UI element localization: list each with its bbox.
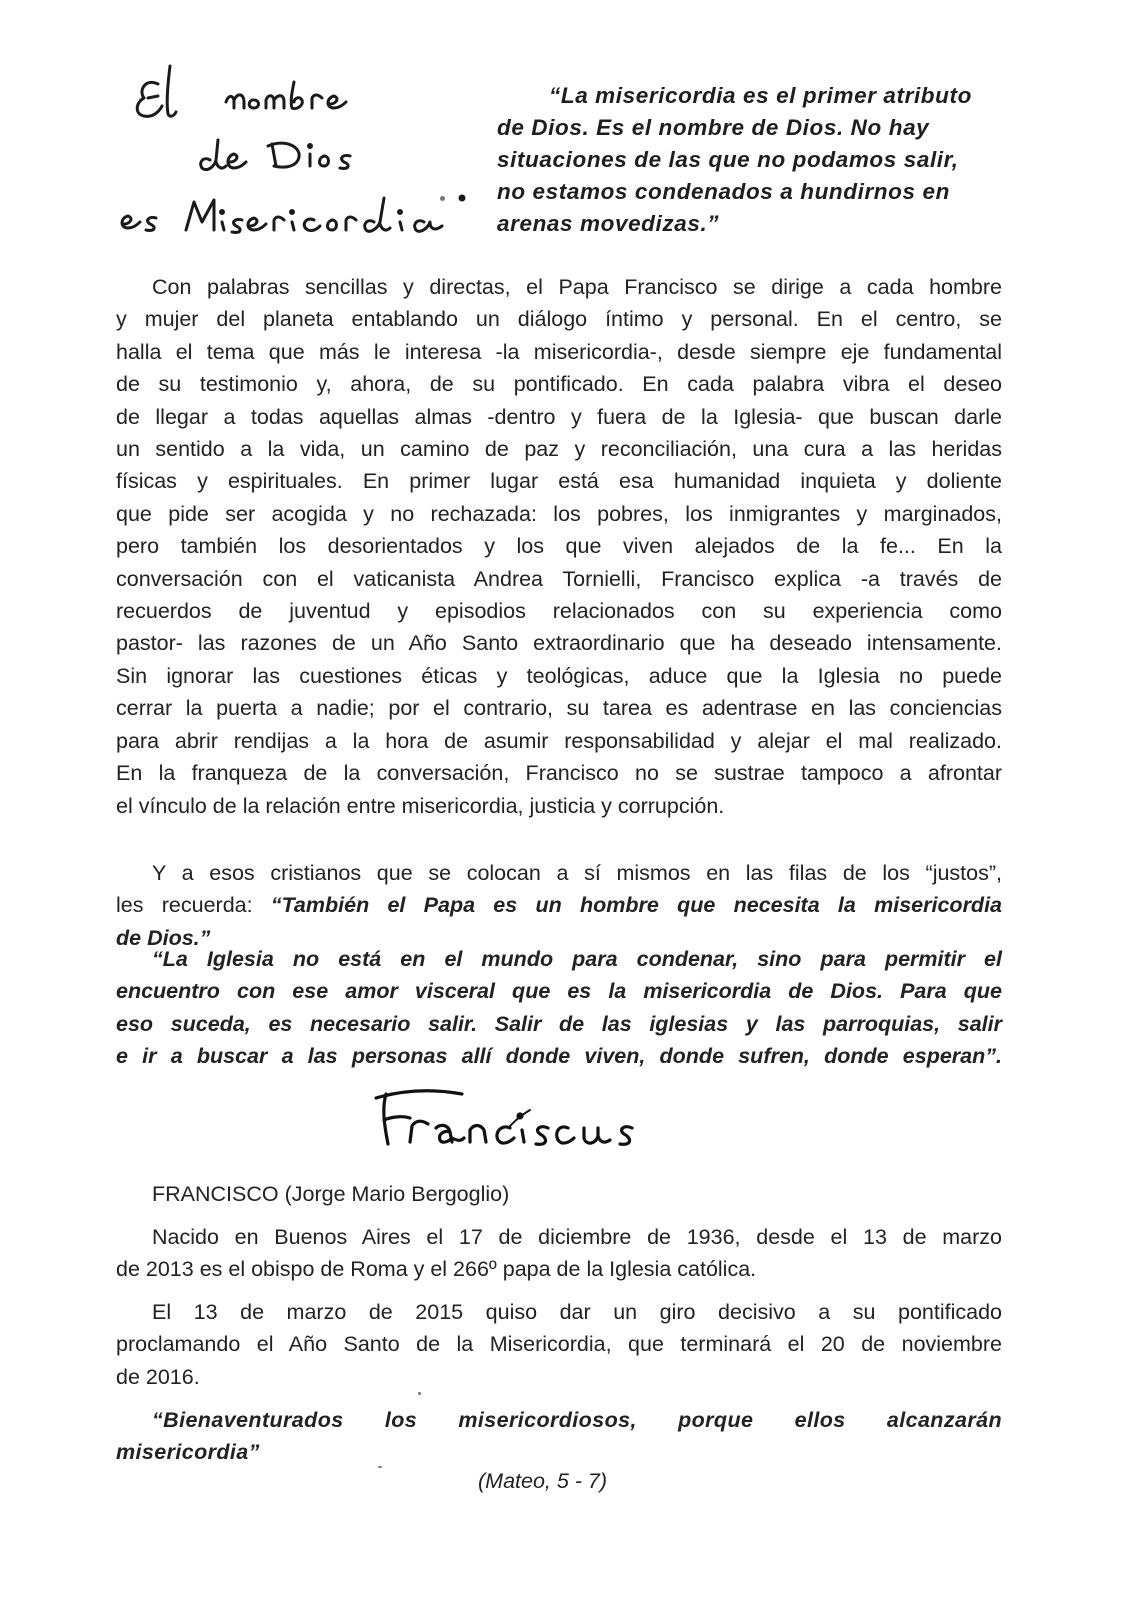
paragraph-line: y mujer del planeta entablando un diálogo íntimo y personal. En el centro, se bbox=[116, 307, 1002, 332]
quote-beatitude bbox=[116, 1404, 1002, 1469]
paragraph-line: conversación con el vaticanista Andrea Tornielli, Francisco explica -a través de bbox=[116, 566, 1002, 591]
quote-line: e ir a buscar a las personas allí donde viven, donde sufren, donde esperan”. bbox=[116, 1044, 1002, 1069]
bible-reference: (Mateo, 5 - 7) bbox=[478, 1469, 608, 1493]
quote-line: eso suceda, es necesario salir. Salir de las iglesias y las parroquias, salir bbox=[116, 1011, 1002, 1036]
paragraph-line: Nacido en Buenos Aires el 17 de diciembre de 1936, desde el 13 de marzo bbox=[152, 1225, 1002, 1249]
paragraph-line: físicas y espirituales. En primer lugar está esa humanidad inquieta y doliente bbox=[116, 469, 1002, 494]
top-quote bbox=[497, 80, 1002, 240]
paragraph-line: cerrar la puerta a nadie; por el contrario, su tarea es adentrase en las conciencias bbox=[116, 696, 1002, 721]
paragraph-line: el vínculo de la relación entre misericordia, justicia y corrupción. bbox=[116, 793, 725, 818]
paragraph-line: que pide ser acogida y no rechazada: los pobres, los inmigrantes y marginados, bbox=[116, 501, 1002, 526]
paragraph-line: proclamando el Año Santo de la Misericordia, que terminará el 20 de noviembre bbox=[116, 1332, 1002, 1357]
quote-iglesia bbox=[116, 943, 1002, 1073]
paragraph-main bbox=[116, 271, 1002, 822]
paragraph-line: un sentido a la vida, un camino de paz y reconciliación, una cura a las heridas bbox=[116, 437, 1002, 462]
author-line: FRANCISCO (Jorge Mario Bergoglio) bbox=[152, 1182, 510, 1206]
quote-line: “La Iglesia no está en el mundo para condenar, sino para permitir el bbox=[152, 947, 1002, 971]
signature-drawing bbox=[370, 1080, 750, 1170]
paragraph-line: pero también los desorientados y los que viven alejados de la fe... En la bbox=[116, 534, 1002, 559]
paragraph-line: de 2013 es el obispo de Roma y el 266º papa de la Iglesia católica. bbox=[116, 1257, 757, 1282]
top-quote-line: situaciones de las que no podamos salir, bbox=[497, 147, 959, 172]
handwritten-title-drawing bbox=[118, 62, 488, 252]
paragraph-line bbox=[116, 889, 1002, 921]
paragraph-line: Sin ignorar las cuestiones éticas y teológicas, aduce que la Iglesia no puede bbox=[116, 663, 1002, 688]
paragraph-line: halla el tema que más le interesa -la misericordia-, desde siempre eje fundamental bbox=[116, 339, 1002, 364]
paragraph-line: de llegar a todas aquellas almas -dentro y fuera de la Iglesia- que buscan darle bbox=[116, 404, 1002, 429]
scan-speck bbox=[378, 1466, 382, 1468]
paragraph-line: El 13 de marzo de 2015 quiso dar un giro decisivo a su pontificado bbox=[152, 1300, 1002, 1324]
scan-speck bbox=[418, 1392, 421, 1395]
paragraph-birth bbox=[116, 1221, 1002, 1286]
paragraph-line: Con palabras sencillas y directas, el Papa Francisco se dirige a cada hombre bbox=[152, 275, 1002, 299]
quote-line: misericordia” bbox=[116, 1440, 260, 1465]
paragraph-line: recuerdos de juventud y episodios relacionados con su experiencia como bbox=[116, 599, 1002, 624]
paragraph-line: pastor- las razones de un Año Santo extraordinario que ha deseado intensamente. bbox=[116, 631, 1002, 656]
scan-speck bbox=[440, 196, 445, 201]
paragraph-jubilee bbox=[116, 1296, 1002, 1393]
paragraph-line: En la franqueza de la conversación, Francisco no se sustrae tampoco a afrontar bbox=[116, 761, 1002, 786]
handwritten-title bbox=[118, 62, 488, 252]
paragraph-line: de 2016. bbox=[116, 1364, 200, 1389]
paragraph-line: de su testimonio y, ahora, de su pontificado. En cada palabra vibra el deseo bbox=[116, 372, 1002, 397]
plain-text: les recuerda: bbox=[116, 893, 271, 918]
top-quote-line: no estamos condenados a hundirnos en bbox=[497, 179, 950, 204]
paragraph-justos bbox=[116, 857, 1002, 954]
paragraph-line: Y a esos cristianos que se colocan a sí mismos en las filas de los “justos”, bbox=[152, 861, 1002, 885]
signature bbox=[370, 1080, 750, 1170]
top-quote-line: arenas movedizas.” bbox=[497, 211, 720, 236]
paragraph-line: para abrir rendijas a la hora de asumir responsabilidad y alejar el mal realizado. bbox=[116, 728, 1002, 753]
quote-line: “Bienaventurados los misericordiosos, porque ellos alcanzarán bbox=[152, 1408, 1002, 1432]
top-quote-line: de Dios. Es el nombre de Dios. No hay bbox=[497, 115, 930, 140]
emphasis-text: “También el Papa es un hombre que necesita la misericordia bbox=[270, 893, 1002, 918]
top-quote-line: “La misericordia es el primer atributo bbox=[549, 83, 972, 108]
emphasis-text: de Dios.” bbox=[116, 925, 211, 950]
quote-line: encuentro con ese amor visceral que es la misericordia de Dios. Para que bbox=[116, 979, 1002, 1004]
